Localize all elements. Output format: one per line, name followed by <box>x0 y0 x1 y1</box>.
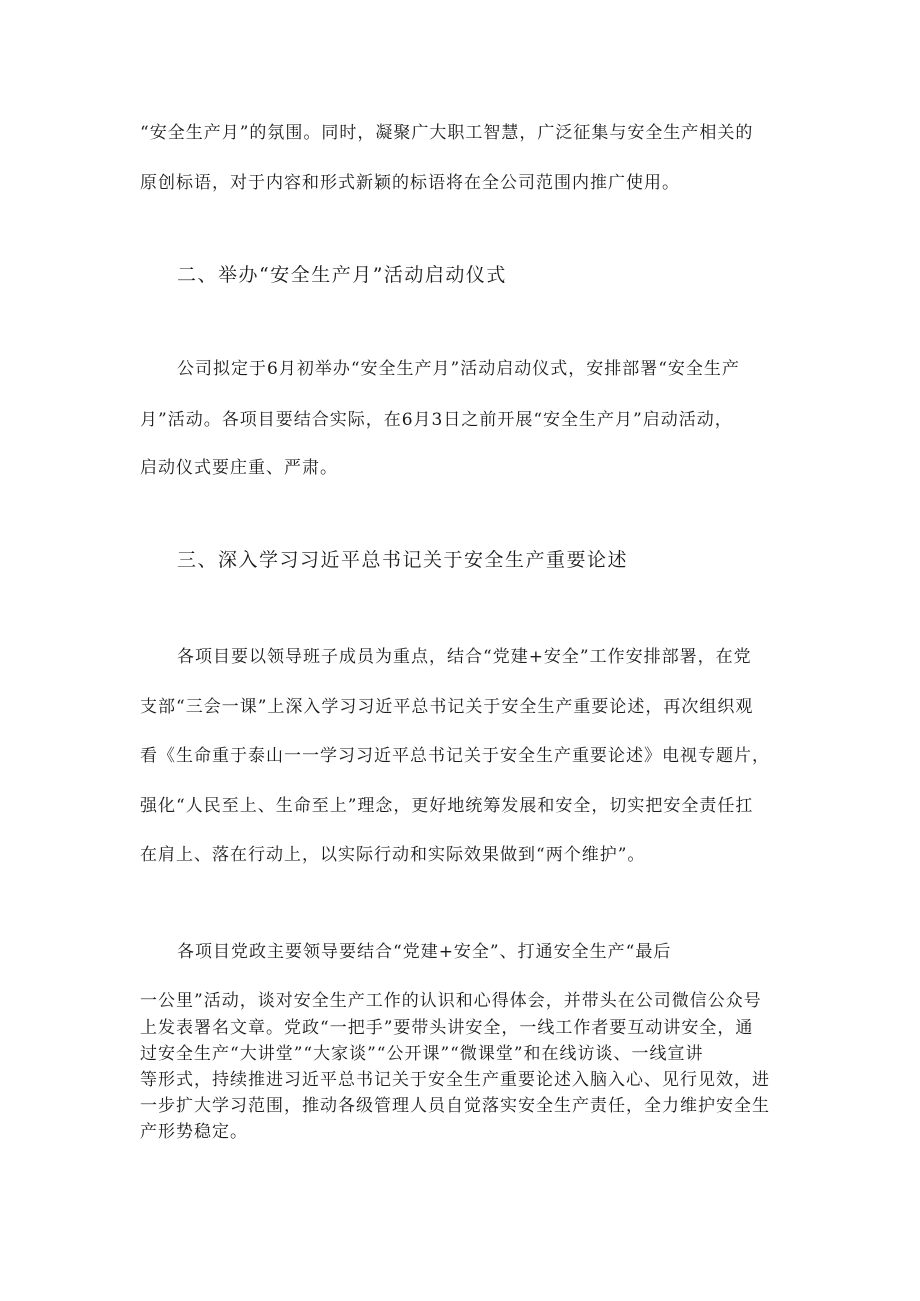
paragraph-2-line-3: 启动仪式要庄重、严肃。 <box>140 458 338 478</box>
paragraph-3-line-1: 各项目要以领导班子成员为重点，结合“党建+安全”工作安排部署，在党 <box>177 647 752 667</box>
paragraph-4-line-7: 产形势稳定。 <box>140 1122 248 1142</box>
section-heading-2: 二、举办“安全生产月”活动启动仪式 <box>177 264 507 286</box>
paragraph-2-line-2: 月”活动。各项目要结合实际，在6月3日之前开展“安全生产月”启动活动， <box>140 410 733 430</box>
paragraph-3-line-2: 支部“三会一课”上深入学习习近平总书记关于安全生产重要论述，再次组织观 <box>140 697 754 717</box>
paragraph-1-line-1: “安全生产月”的氛围。同时，凝聚广大职工智慧，广泛征集与安全生产相关的 <box>140 123 754 143</box>
paragraph-4-line-4: 过安全生产“大讲堂”“大家谈”“公开课”“微课堂”和在线访谈、一线宣讲 <box>140 1044 704 1064</box>
paragraph-4-line-2: 一公里”活动，谈对安全生产工作的认识和心得体会，并带头在公司微信公众号 <box>140 991 762 1011</box>
paragraph-3-line-4: 强化“人民至上、生命至上”理念，更好地统筹发展和安全，切实把安全责任扛 <box>140 796 754 816</box>
paragraph-3-line-5: 在肩上、落在行动上，以实际行动和实际效果做到“两个维护”。 <box>140 845 646 865</box>
paragraph-4-line-1: 各项目党政主要领导要结合“党建+安全”、打通安全生产“最后 <box>177 942 672 962</box>
paragraph-2-line-1: 公司拟定于6月初举办“安全生产月”活动启动仪式，安排部署“安全生产 <box>177 359 740 379</box>
section-heading-3: 三、深入学习习近平总书记关于安全生产重要论述 <box>177 549 629 571</box>
paragraph-4-line-6: 一步扩大学习范围，推动各级管理人员自觉落实安全生产责任，全力维护安全生 <box>140 1096 770 1116</box>
paragraph-1-line-2: 原创标语，对于内容和形式新颖的标语将在全公司范围内推广使用。 <box>140 173 680 193</box>
paragraph-3-line-3: 看《生命重于泰山一一学习习近平总书记关于安全生产重要论述》电视专题片， <box>140 746 770 766</box>
paragraph-4-line-5: 等形式，持续推进习近平总书记关于安全生产重要论述入脑入心、见行见效，进 <box>140 1070 770 1090</box>
paragraph-4-line-3: 上发表署名文章。党政“一把手”要带头讲安全，一线工作者要互动讲安全，通 <box>140 1018 754 1038</box>
